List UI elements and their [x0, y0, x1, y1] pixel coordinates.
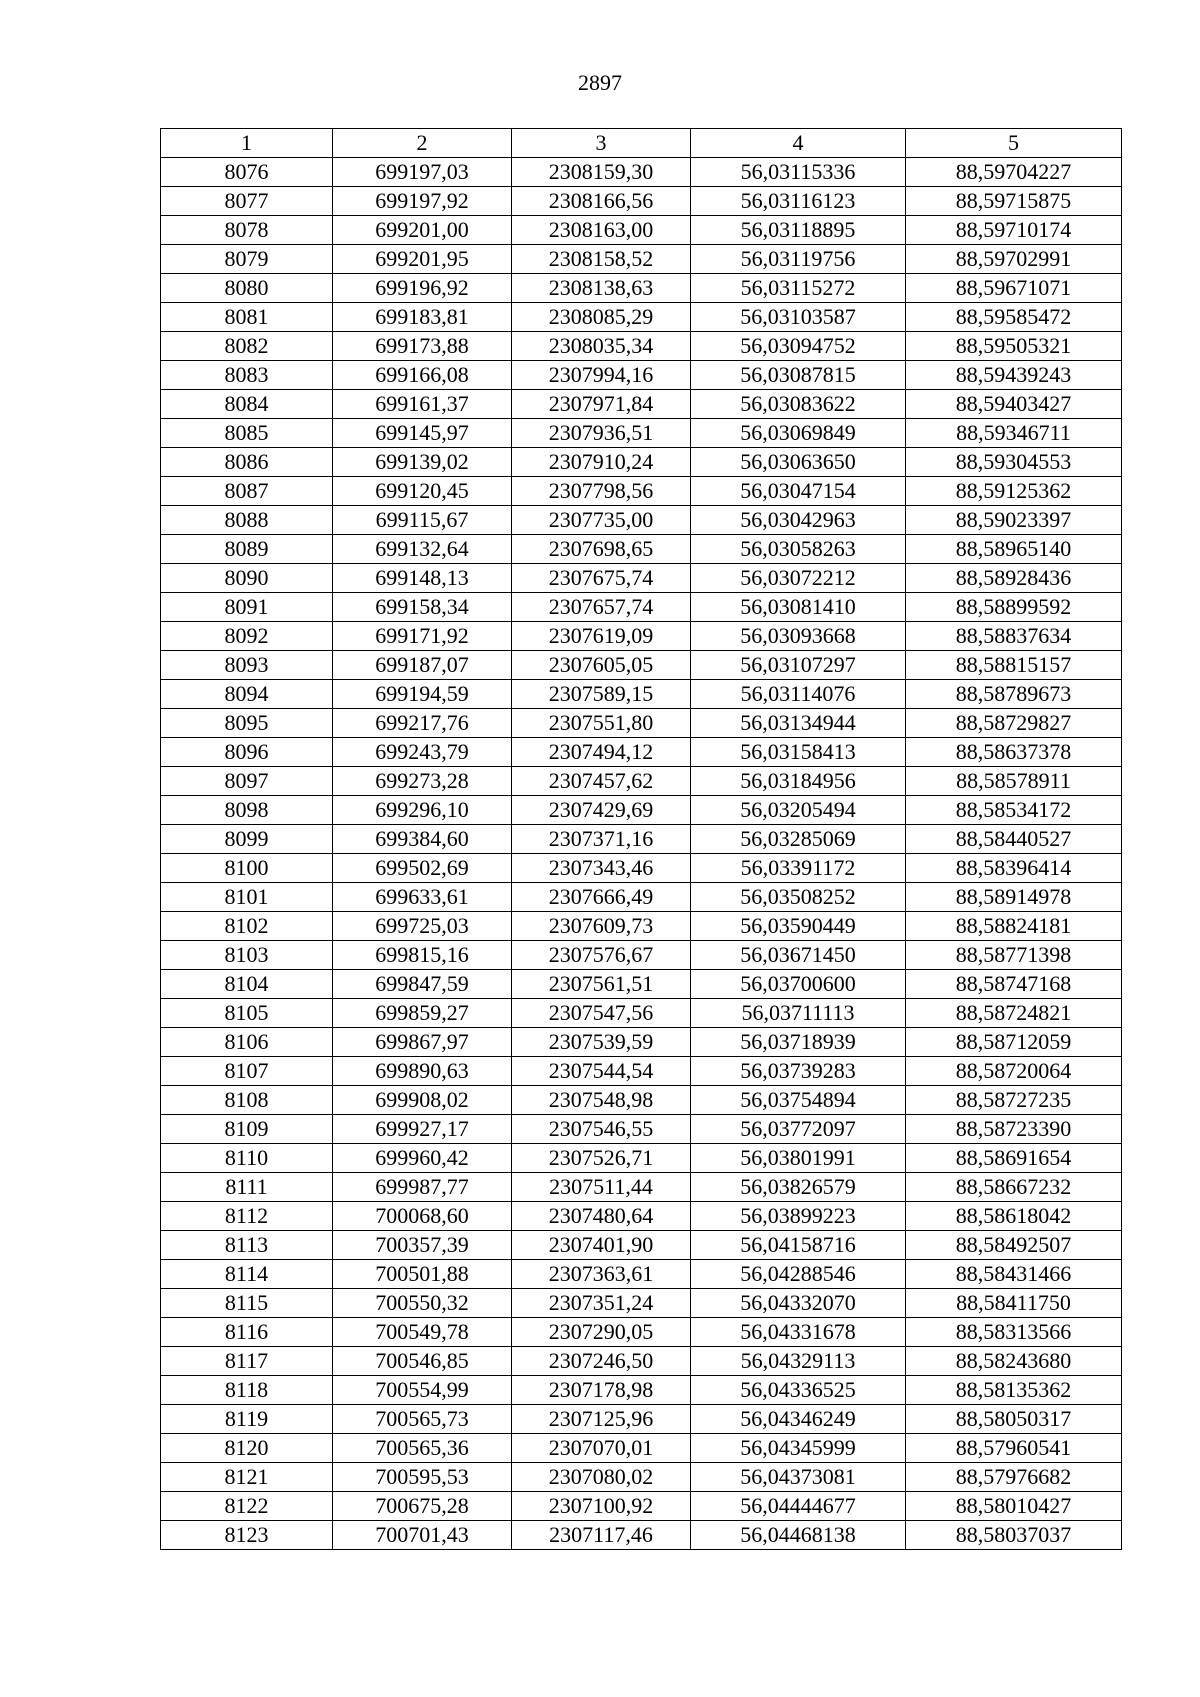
- cell-latitude: 56,03590449: [691, 912, 906, 941]
- cell-point-number: 8090: [161, 564, 333, 593]
- cell-y-coordinate: 2308163,00: [512, 216, 691, 245]
- cell-longitude: 88,58747168: [906, 970, 1122, 999]
- cell-y-coordinate: 2307343,46: [512, 854, 691, 883]
- cell-point-number: 8103: [161, 941, 333, 970]
- cell-longitude: 88,58727235: [906, 1086, 1122, 1115]
- cell-latitude: 56,04346249: [691, 1405, 906, 1434]
- table-row: [161, 1086, 1122, 1115]
- cell-y-coordinate: 2307526,71: [512, 1144, 691, 1173]
- cell-y-coordinate: 2307546,55: [512, 1115, 691, 1144]
- cell-latitude: 56,03508252: [691, 883, 906, 912]
- table-row: [161, 1028, 1122, 1057]
- cell-y-coordinate: 2307544,54: [512, 1057, 691, 1086]
- cell-y-coordinate: 2307666,49: [512, 883, 691, 912]
- cell-point-number: 8117: [161, 1347, 333, 1376]
- cell-point-number: 8108: [161, 1086, 333, 1115]
- table-row: [161, 216, 1122, 245]
- cell-y-coordinate: 2307494,12: [512, 738, 691, 767]
- cell-x-coordinate: 699197,03: [333, 158, 512, 187]
- cell-x-coordinate: 699867,97: [333, 1028, 512, 1057]
- cell-point-number: 8104: [161, 970, 333, 999]
- table-row: [161, 622, 1122, 651]
- cell-longitude: 88,58712059: [906, 1028, 1122, 1057]
- cell-y-coordinate: 2307457,62: [512, 767, 691, 796]
- cell-y-coordinate: 2307363,61: [512, 1260, 691, 1289]
- cell-point-number: 8112: [161, 1202, 333, 1231]
- cell-x-coordinate: 700546,85: [333, 1347, 512, 1376]
- cell-y-coordinate: 2307539,59: [512, 1028, 691, 1057]
- cell-longitude: 88,59403427: [906, 390, 1122, 419]
- cell-x-coordinate: 699273,28: [333, 767, 512, 796]
- cell-point-number: 8098: [161, 796, 333, 825]
- cell-longitude: 88,58724821: [906, 999, 1122, 1028]
- table-row: [161, 825, 1122, 854]
- table-row: [161, 970, 1122, 999]
- table-row: [161, 448, 1122, 477]
- column-header: 5: [906, 129, 1122, 158]
- cell-longitude: 88,58667232: [906, 1173, 1122, 1202]
- cell-x-coordinate: 700595,53: [333, 1463, 512, 1492]
- table-row: [161, 738, 1122, 767]
- cell-point-number: 8093: [161, 651, 333, 680]
- cell-x-coordinate: 700565,36: [333, 1434, 512, 1463]
- cell-y-coordinate: 2307798,56: [512, 477, 691, 506]
- cell-y-coordinate: 2307675,74: [512, 564, 691, 593]
- table-row: [161, 1492, 1122, 1521]
- cell-latitude: 56,03094752: [691, 332, 906, 361]
- cell-point-number: 8082: [161, 332, 333, 361]
- cell-x-coordinate: 699120,45: [333, 477, 512, 506]
- cell-point-number: 8113: [161, 1231, 333, 1260]
- cell-latitude: 56,03083622: [691, 390, 906, 419]
- cell-latitude: 56,03739283: [691, 1057, 906, 1086]
- cell-point-number: 8115: [161, 1289, 333, 1318]
- table-row: [161, 709, 1122, 738]
- cell-x-coordinate: 699201,95: [333, 245, 512, 274]
- cell-point-number: 8106: [161, 1028, 333, 1057]
- table-row: [161, 390, 1122, 419]
- cell-longitude: 88,57960541: [906, 1434, 1122, 1463]
- cell-point-number: 8100: [161, 854, 333, 883]
- column-header: 1: [161, 129, 333, 158]
- cell-latitude: 56,03391172: [691, 854, 906, 883]
- cell-x-coordinate: 699201,00: [333, 216, 512, 245]
- cell-longitude: 88,59439243: [906, 361, 1122, 390]
- cell-longitude: 88,58618042: [906, 1202, 1122, 1231]
- table-row: [161, 767, 1122, 796]
- cell-x-coordinate: 699725,03: [333, 912, 512, 941]
- cell-x-coordinate: 700554,99: [333, 1376, 512, 1405]
- cell-latitude: 56,04332070: [691, 1289, 906, 1318]
- table-row: [161, 796, 1122, 825]
- table-row: [161, 1521, 1122, 1550]
- cell-y-coordinate: 2307936,51: [512, 419, 691, 448]
- cell-longitude: 88,58243680: [906, 1347, 1122, 1376]
- cell-point-number: 8120: [161, 1434, 333, 1463]
- cell-y-coordinate: 2307548,98: [512, 1086, 691, 1115]
- cell-x-coordinate: 699161,37: [333, 390, 512, 419]
- cell-x-coordinate: 700357,39: [333, 1231, 512, 1260]
- cell-x-coordinate: 699187,07: [333, 651, 512, 680]
- cell-latitude: 56,04444677: [691, 1492, 906, 1521]
- cell-y-coordinate: 2307561,51: [512, 970, 691, 999]
- cell-y-coordinate: 2307511,44: [512, 1173, 691, 1202]
- cell-y-coordinate: 2308166,56: [512, 187, 691, 216]
- cell-x-coordinate: 699115,67: [333, 506, 512, 535]
- table-row: [161, 564, 1122, 593]
- cell-longitude: 88,58396414: [906, 854, 1122, 883]
- cell-latitude: 56,03671450: [691, 941, 906, 970]
- cell-point-number: 8092: [161, 622, 333, 651]
- cell-latitude: 56,03058263: [691, 535, 906, 564]
- cell-y-coordinate: 2307117,46: [512, 1521, 691, 1550]
- table-row: [161, 1434, 1122, 1463]
- table-row: [161, 1231, 1122, 1260]
- cell-latitude: 56,03107297: [691, 651, 906, 680]
- cell-longitude: 88,59505321: [906, 332, 1122, 361]
- table-row: [161, 506, 1122, 535]
- cell-longitude: 88,58534172: [906, 796, 1122, 825]
- cell-longitude: 88,58789673: [906, 680, 1122, 709]
- cell-longitude: 88,59704227: [906, 158, 1122, 187]
- cell-y-coordinate: 2307480,64: [512, 1202, 691, 1231]
- cell-x-coordinate: 700501,88: [333, 1260, 512, 1289]
- cell-point-number: 8111: [161, 1173, 333, 1202]
- cell-y-coordinate: 2307971,84: [512, 390, 691, 419]
- cell-latitude: 56,03119756: [691, 245, 906, 274]
- cell-y-coordinate: 2307698,65: [512, 535, 691, 564]
- cell-x-coordinate: 699196,92: [333, 274, 512, 303]
- table-row: [161, 303, 1122, 332]
- cell-latitude: 56,04331678: [691, 1318, 906, 1347]
- cell-y-coordinate: 2307125,96: [512, 1405, 691, 1434]
- table-body: [161, 158, 1122, 1550]
- cell-point-number: 8095: [161, 709, 333, 738]
- cell-x-coordinate: 700675,28: [333, 1492, 512, 1521]
- cell-latitude: 56,03072212: [691, 564, 906, 593]
- table-row: [161, 854, 1122, 883]
- cell-latitude: 56,03087815: [691, 361, 906, 390]
- cell-longitude: 88,58771398: [906, 941, 1122, 970]
- cell-x-coordinate: 700068,60: [333, 1202, 512, 1231]
- column-header: 2: [333, 129, 512, 158]
- cell-longitude: 88,58411750: [906, 1289, 1122, 1318]
- cell-longitude: 88,58815157: [906, 651, 1122, 680]
- cell-x-coordinate: 699243,79: [333, 738, 512, 767]
- table-row: [161, 361, 1122, 390]
- cell-point-number: 8083: [161, 361, 333, 390]
- cell-x-coordinate: 700549,78: [333, 1318, 512, 1347]
- cell-x-coordinate: 699847,59: [333, 970, 512, 999]
- cell-y-coordinate: 2307100,92: [512, 1492, 691, 1521]
- cell-x-coordinate: 699815,16: [333, 941, 512, 970]
- cell-y-coordinate: 2308138,63: [512, 274, 691, 303]
- cell-longitude: 88,59023397: [906, 506, 1122, 535]
- coordinates-table: [160, 128, 1122, 1550]
- cell-point-number: 8077: [161, 187, 333, 216]
- cell-longitude: 88,59671071: [906, 274, 1122, 303]
- cell-longitude: 88,57976682: [906, 1463, 1122, 1492]
- cell-longitude: 88,58914978: [906, 883, 1122, 912]
- cell-y-coordinate: 2308085,29: [512, 303, 691, 332]
- cell-x-coordinate: 700565,73: [333, 1405, 512, 1434]
- cell-y-coordinate: 2307080,02: [512, 1463, 691, 1492]
- cell-latitude: 56,03285069: [691, 825, 906, 854]
- table-row: [161, 1376, 1122, 1405]
- cell-latitude: 56,03042963: [691, 506, 906, 535]
- cell-latitude: 56,03711113: [691, 999, 906, 1028]
- cell-x-coordinate: 699908,02: [333, 1086, 512, 1115]
- cell-y-coordinate: 2307547,56: [512, 999, 691, 1028]
- table-row: [161, 187, 1122, 216]
- cell-x-coordinate: 699859,27: [333, 999, 512, 1028]
- cell-point-number: 8118: [161, 1376, 333, 1405]
- cell-latitude: 56,03093668: [691, 622, 906, 651]
- cell-y-coordinate: 2307910,24: [512, 448, 691, 477]
- table-row: [161, 999, 1122, 1028]
- table-row: [161, 1202, 1122, 1231]
- cell-point-number: 8086: [161, 448, 333, 477]
- cell-x-coordinate: 699960,42: [333, 1144, 512, 1173]
- table-row: [161, 1144, 1122, 1173]
- cell-x-coordinate: 699296,10: [333, 796, 512, 825]
- cell-y-coordinate: 2307401,90: [512, 1231, 691, 1260]
- cell-longitude: 88,59710174: [906, 216, 1122, 245]
- cell-y-coordinate: 2307657,74: [512, 593, 691, 622]
- table-row: [161, 1463, 1122, 1492]
- cell-latitude: 56,03205494: [691, 796, 906, 825]
- cell-y-coordinate: 2308035,34: [512, 332, 691, 361]
- cell-longitude: 88,58313566: [906, 1318, 1122, 1347]
- table-row: [161, 941, 1122, 970]
- cell-latitude: 56,03114076: [691, 680, 906, 709]
- cell-x-coordinate: 699197,92: [333, 187, 512, 216]
- cell-longitude: 88,59715875: [906, 187, 1122, 216]
- cell-longitude: 88,59304553: [906, 448, 1122, 477]
- cell-x-coordinate: 699139,02: [333, 448, 512, 477]
- cell-y-coordinate: 2307994,16: [512, 361, 691, 390]
- cell-y-coordinate: 2308159,30: [512, 158, 691, 187]
- table-row: [161, 274, 1122, 303]
- cell-x-coordinate: 699173,88: [333, 332, 512, 361]
- cell-y-coordinate: 2307070,01: [512, 1434, 691, 1463]
- table-row: [161, 1347, 1122, 1376]
- cell-y-coordinate: 2307735,00: [512, 506, 691, 535]
- cell-latitude: 56,03081410: [691, 593, 906, 622]
- cell-point-number: 8085: [161, 419, 333, 448]
- cell-point-number: 8088: [161, 506, 333, 535]
- cell-point-number: 8121: [161, 1463, 333, 1492]
- cell-point-number: 8076: [161, 158, 333, 187]
- cell-x-coordinate: 699183,81: [333, 303, 512, 332]
- cell-point-number: 8097: [161, 767, 333, 796]
- cell-point-number: 8094: [161, 680, 333, 709]
- cell-point-number: 8123: [161, 1521, 333, 1550]
- cell-longitude: 88,58431466: [906, 1260, 1122, 1289]
- cell-y-coordinate: 2307551,80: [512, 709, 691, 738]
- cell-latitude: 56,03063650: [691, 448, 906, 477]
- cell-x-coordinate: 699927,17: [333, 1115, 512, 1144]
- cell-longitude: 88,58928436: [906, 564, 1122, 593]
- cell-y-coordinate: 2307351,24: [512, 1289, 691, 1318]
- table-row: [161, 1115, 1122, 1144]
- table-row: [161, 593, 1122, 622]
- cell-point-number: 8102: [161, 912, 333, 941]
- cell-longitude: 88,58691654: [906, 1144, 1122, 1173]
- cell-latitude: 56,04373081: [691, 1463, 906, 1492]
- cell-latitude: 56,04345999: [691, 1434, 906, 1463]
- cell-latitude: 56,04158716: [691, 1231, 906, 1260]
- cell-x-coordinate: 700701,43: [333, 1521, 512, 1550]
- cell-latitude: 56,03134944: [691, 709, 906, 738]
- cell-point-number: 8119: [161, 1405, 333, 1434]
- cell-point-number: 8079: [161, 245, 333, 274]
- cell-longitude: 88,58578911: [906, 767, 1122, 796]
- table-row: [161, 1289, 1122, 1318]
- cell-y-coordinate: 2307605,05: [512, 651, 691, 680]
- cell-latitude: 56,03899223: [691, 1202, 906, 1231]
- cell-longitude: 88,58637378: [906, 738, 1122, 767]
- cell-point-number: 8091: [161, 593, 333, 622]
- table-row: [161, 1057, 1122, 1086]
- cell-point-number: 8109: [161, 1115, 333, 1144]
- table-row: [161, 912, 1122, 941]
- cell-x-coordinate: 699166,08: [333, 361, 512, 390]
- cell-longitude: 88,58440527: [906, 825, 1122, 854]
- cell-x-coordinate: 699145,97: [333, 419, 512, 448]
- cell-point-number: 8099: [161, 825, 333, 854]
- cell-longitude: 88,58729827: [906, 709, 1122, 738]
- cell-y-coordinate: 2307371,16: [512, 825, 691, 854]
- cell-point-number: 8078: [161, 216, 333, 245]
- cell-longitude: 88,58492507: [906, 1231, 1122, 1260]
- cell-point-number: 8116: [161, 1318, 333, 1347]
- table-row: [161, 477, 1122, 506]
- column-header: 3: [512, 129, 691, 158]
- cell-x-coordinate: 699171,92: [333, 622, 512, 651]
- cell-latitude: 56,03700600: [691, 970, 906, 999]
- cell-latitude: 56,03069849: [691, 419, 906, 448]
- cell-point-number: 8114: [161, 1260, 333, 1289]
- cell-longitude: 88,59346711: [906, 419, 1122, 448]
- cell-longitude: 88,58837634: [906, 622, 1122, 651]
- cell-latitude: 56,03116123: [691, 187, 906, 216]
- cell-latitude: 56,03826579: [691, 1173, 906, 1202]
- cell-point-number: 8089: [161, 535, 333, 564]
- cell-latitude: 56,03115272: [691, 274, 906, 303]
- cell-x-coordinate: 699194,59: [333, 680, 512, 709]
- table-row: [161, 883, 1122, 912]
- cell-x-coordinate: 699633,61: [333, 883, 512, 912]
- cell-latitude: 56,03047154: [691, 477, 906, 506]
- cell-point-number: 8105: [161, 999, 333, 1028]
- cell-point-number: 8087: [161, 477, 333, 506]
- cell-longitude: 88,59125362: [906, 477, 1122, 506]
- cell-point-number: 8110: [161, 1144, 333, 1173]
- cell-latitude: 56,04288546: [691, 1260, 906, 1289]
- cell-y-coordinate: 2307246,50: [512, 1347, 691, 1376]
- cell-longitude: 88,58965140: [906, 535, 1122, 564]
- cell-latitude: 56,04329113: [691, 1347, 906, 1376]
- table-row: [161, 1173, 1122, 1202]
- cell-y-coordinate: 2307429,69: [512, 796, 691, 825]
- page-number: 2897: [578, 70, 622, 95]
- column-header: 4: [691, 129, 906, 158]
- cell-x-coordinate: 699148,13: [333, 564, 512, 593]
- table-row: [161, 651, 1122, 680]
- table-row: [161, 1318, 1122, 1347]
- cell-latitude: 56,03801991: [691, 1144, 906, 1173]
- cell-point-number: 8084: [161, 390, 333, 419]
- cell-point-number: 8080: [161, 274, 333, 303]
- table-row: [161, 419, 1122, 448]
- cell-latitude: 56,03772097: [691, 1115, 906, 1144]
- cell-x-coordinate: 699987,77: [333, 1173, 512, 1202]
- cell-point-number: 8081: [161, 303, 333, 332]
- cell-x-coordinate: 699502,69: [333, 854, 512, 883]
- cell-y-coordinate: 2308158,52: [512, 245, 691, 274]
- cell-x-coordinate: 700550,32: [333, 1289, 512, 1318]
- table-row: [161, 332, 1122, 361]
- cell-latitude: 56,04336525: [691, 1376, 906, 1405]
- cell-longitude: 88,58720064: [906, 1057, 1122, 1086]
- cell-point-number: 8122: [161, 1492, 333, 1521]
- table-row: [161, 535, 1122, 564]
- cell-x-coordinate: 699132,64: [333, 535, 512, 564]
- cell-y-coordinate: 2307589,15: [512, 680, 691, 709]
- cell-longitude: 88,59702991: [906, 245, 1122, 274]
- cell-longitude: 88,58899592: [906, 593, 1122, 622]
- cell-longitude: 88,58824181: [906, 912, 1122, 941]
- cell-latitude: 56,03118895: [691, 216, 906, 245]
- cell-y-coordinate: 2307576,67: [512, 941, 691, 970]
- cell-y-coordinate: 2307290,05: [512, 1318, 691, 1347]
- cell-point-number: 8096: [161, 738, 333, 767]
- cell-longitude: 88,58010427: [906, 1492, 1122, 1521]
- cell-latitude: 56,03718939: [691, 1028, 906, 1057]
- table-row: [161, 245, 1122, 274]
- cell-x-coordinate: 699158,34: [333, 593, 512, 622]
- cell-longitude: 88,58135362: [906, 1376, 1122, 1405]
- cell-x-coordinate: 699217,76: [333, 709, 512, 738]
- cell-longitude: 88,58050317: [906, 1405, 1122, 1434]
- cell-latitude: 56,03158413: [691, 738, 906, 767]
- cell-latitude: 56,03103587: [691, 303, 906, 332]
- cell-longitude: 88,58037037: [906, 1521, 1122, 1550]
- cell-latitude: 56,04468138: [691, 1521, 906, 1550]
- cell-y-coordinate: 2307619,09: [512, 622, 691, 651]
- cell-x-coordinate: 699384,60: [333, 825, 512, 854]
- table-row: [161, 680, 1122, 709]
- table-row: [161, 158, 1122, 187]
- cell-latitude: 56,03754894: [691, 1086, 906, 1115]
- cell-y-coordinate: 2307609,73: [512, 912, 691, 941]
- table-row: [161, 1405, 1122, 1434]
- cell-x-coordinate: 699890,63: [333, 1057, 512, 1086]
- cell-longitude: 88,58723390: [906, 1115, 1122, 1144]
- cell-latitude: 56,03115336: [691, 158, 906, 187]
- table-row: [161, 1260, 1122, 1289]
- cell-point-number: 8101: [161, 883, 333, 912]
- cell-latitude: 56,03184956: [691, 767, 906, 796]
- table-header-row: [161, 129, 1122, 158]
- cell-longitude: 88,59585472: [906, 303, 1122, 332]
- cell-point-number: 8107: [161, 1057, 333, 1086]
- cell-y-coordinate: 2307178,98: [512, 1376, 691, 1405]
